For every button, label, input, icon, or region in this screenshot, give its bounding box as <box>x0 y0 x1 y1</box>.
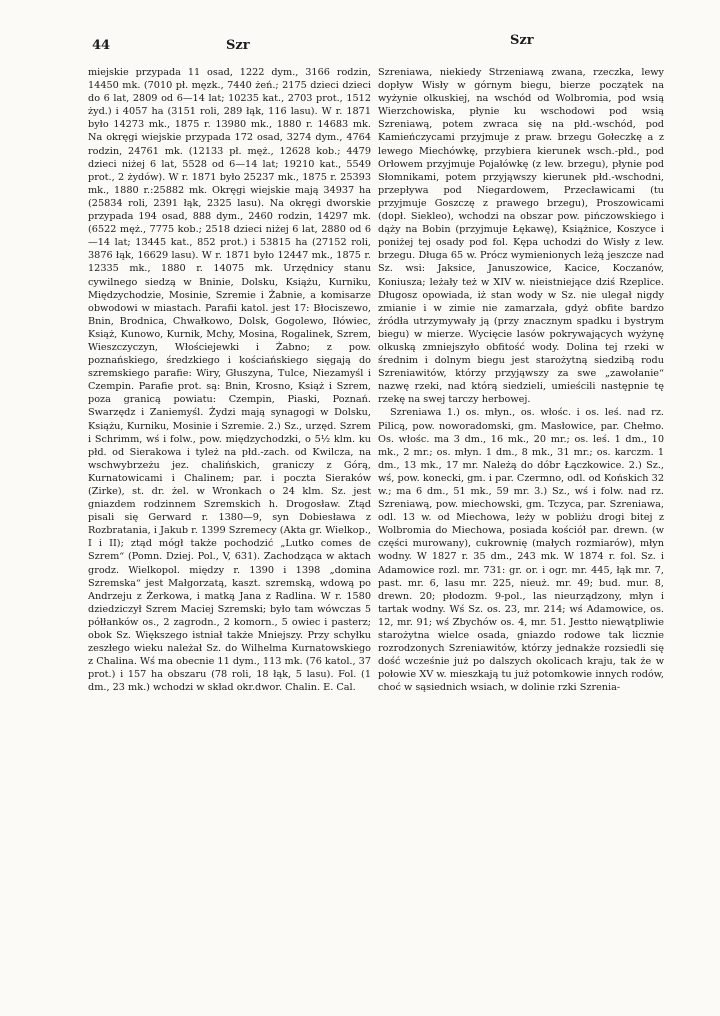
entry-paragraph: miejskie przypada 11 osad, 1222 dym., 3166 rodzin, 14450 mk. (7010 pł. męzk., 7440 żeń.; 2175 dzieci dzieci do 6 lat, 2809 od 6—14 lat; 10235 kat., 2703 prot., 1512 żyd.) i 4057 ha (3151 roli, 289 łąk, 116 lasu). W r. 1871 było 14273 mk., 1875 r. 13980 mk., 1880 r. 14683 mk. Na okręgi wiejskie przypada 172 osad, 3274 dym., 4764 rodzin, 24761 mk. (12133 pł. męż., 12628 kob.; 4479 dzieci niżej 6 lat, 5528 od 6—14 lat; 19210 kat., 5549 prot., 2 żydów). W r. 1871 było 25237 mk., 1875 r. 25393 mk., 1880 r.:25882 mk. Okręgi wiejskie mają 34937 ha (25834 roli, 2391 łąk, 2325 lasu). Na okręgi dworskie przypada 194 osad, 888 dym., 2460 rodzin, 14297 mk. (6522 męż., 7775 kob.; 2518 dzieci niżej 6 lat, 2880 od 6—14 lat; 13445 kat., 852 prot.) i 53815 ha (27152 roli, 3876 łąk, 16629 lasu). W r. 1871 było 12447 mk., 1875 r. 12335 mk., 1880 r. 14075 mk. Urzędnicy stanu cywilnego siedzą w Bninie, Dolsku, Książu, Kurniku, Międzychodzie, Mosinie, Szremie i Żabnie, a komisarze obwodowi w miastach. Parafii katol. jest 17: Błociszewo, Bnin, Brodnica, Chwałkowo, Dolsk, Gogolewo, Iłówiec, Książ, Kunowo, Kurnik, Mchy, Mosina, Rogalinek, Szrem, Wieszczyczyn, Włościejewki i Żabno; z pow. poznańskiego, średzkiego i kościańskiego sięgają do szremskiego parafie: Wiry, Głuszyna, Tulce, Niezamyśl i Czempin. Parafie prot. są: Bnin, Krosno, Książ i Szrem, poza granicą powiatu: Czempin, Piaski, Poznań. Swarzędz i Zaniemyśl. Żydzi mają synagogi w Dolsku, Książu, Kurniku, Mosinie i Szremie. 2.) Sz., urzęd. Szrem i Schrimm, wś i folw., pow. międzychodzki, o 5½ klm. ku płd. od Sierakowa i tyleż na płd.-zach. od Kwilcza, na wschwybrzeżu jez. chalińskich, graniczy z Górą, Kurnatowicami i Chalinem; par. i poczta Sieraków (Zirke), st. dr. żel. w Wronkach o 24 klm. Sz. jest gniazdem rodzinnem Szremskich h. Drogosław. Ztąd pisali się Gerward r. 1380—9, syn Dobiesława z Rozbratania, i Jakub r. 1399 Szremecy (Akta gr. Wielkop., I i II); ztąd mógł także pochodzić „Lutko comes de Szrem“ (Pomn. Dziej. Pol., V, 631). Zachodząca w aktach grodz. Wielkopol. między r. 1390 i 1398 „domina Szremska“ jest Małgorzatą, kaszt. szremską, wdową po Andrzeju z Żerkowa, i matką Jana z Radlina. W r. 1580 dziedziczył Szrem Maciej Szremski; było tam wówczas 5 półłanków os., 2 zagrodn., 2 komorn., 5 owiec i pasterz; obok Sz. Większego istniał także Mniejszy. Przy schyłku zeszłego wieku należał Sz. do Wilhelma Kurnatowskiego z Chalina. Wś ma obecnie 11 dym., 113 mk. (76 katol., 37 prot.) i 157 ha obszaru (78 roli, 18 łąk, 5 lasu). Fol. (1 dm., 23 mk.) wchodzi w skład okr.dwor. Chalin. E. Cal. <box>88 67 371 694</box>
left-column <box>88 66 371 986</box>
running-header-right: Szr <box>510 33 534 48</box>
entry-paragraph: Szreniawa 1.) os. młyn., os. włośc. i os. leś. nad rz. Pilicą, pow. noworadomski, gm. Masłowice, par. Chełmo. Os. włośc. ma 3 dm., 16 mk., 20 mr.; os. leś. 1 dm., 10 mk., 2 mr.; os. młyn. 1 dm., 8 mk., 31 mr.; os. karczm. 1 dm., 13 mk., 17 mr. Należą do dóbr Łączkowice. 2.) Sz., wś, pow. konecki, gm. i par. Czermno, odl. od Końskich 32 w.; ma 6 dm., 51 mk., 59 mr. 3.) Sz., wś i folw. nad rz. Szreniawą, pow. miechowski, gm. Tczyca, par. Szreniawa, odl. 13 w. od Miechowa, leży w pobliżu drogi bitej z Wolbromia do Miechowa, posiada kościół par. drewn. (w części murowany), cukrownię (małych rozmiarów), młyn wodny. W 1827 r. 35 dm., 243 mk. W 1874 r. fol. Sz. i Adamowice rozl. mr. 731: gr. or. i ogr. mr. 445, łąk mr. 7, past. mr. 6, lasu mr. 225, nieuż. mr. 49; bud. mur. 8, drewn. 20; płodozm. 9-pol., las nieurządzony, młyn i tartak wodny. Wś Sz. os. 23, mr. 214; wś Adamowice, os. 12, mr. 91; wś Zbychów os. 4, mr. 51. Jestto niewątpliwie starożytna wielce osada, gniazdo rodowe tak licznie rozrodzonych Szreniawitów, którzy jednakże rozsiedli się dość wcześnie już po dalszych okolicach kraju, tak że w połowie XV w. mieszkają tu już potomkowie innych rodów, choć w sąsiednich wsiach, w dolinie rzki Szrenia- <box>378 407 664 694</box>
page-number: 44 <box>92 38 111 53</box>
running-header-left: Szr <box>226 38 250 53</box>
right-column <box>378 66 664 986</box>
entry-paragraph: Szreniawa, niekiedy Strzeniawą zwana, rzeczka, lewy dopływ Wisły w górnym biegu, bierze początek na wyżynie olkuskiej, na wschód od Wolbromia, pod wsią Wierzchowiska, płynie ku wschodowi pod wsią Szreniawą, potem zwraca się na płd.-wschód, pod Kamieńczycami przyjmuje z praw. brzegu Gołeczkę a z lewego Miechówkę, przybiera kierunek wsch.-płd., pod Orłowem przyjmuje Pojałówkę (z lew. brzegu), płynie pod Słomnikami, potem przyjąwszy kierunek płd.-wschodni, przepływa pod Niegardowem, Przecławicami (tu przyjmuje Goszczę z prawego brzegu), Proszowicami (dopł. Siekleo), wchodzi na obszar pow. pińczowskiego i dąży na Bobin (przyjmuje Łękawę), Książnice, Koszyce i poniżej tej osady pod fol. Kępa uchodzi do Wisły z lew. brzegu. Długa 65 w. Prócz wymienionych leżą jeszcze nad Sz. wsi: Jaksice, Januszowice, Kacice, Koczanów, Koniusza; leżały też w XIV w. nieistniejące dziś Rzeplice. Długosz opowiada, iż stan wody w Sz. nie ulegał nigdy zmianie i w zimie nie zamarzała, gdyż obfite bardzo źródła utrzymywały ją (przy znacznym spadku i bystrym biegu) w mierze. Wycięcie lasów pokrywających wyżynę olkuską zmniejszyło obfitość wody. Dolina tej rzeki w średnim i dolnym biegu jest starożytną siedzibą rodu Szreniawitów, którzy przyjąwszy za swe „zawołanie“ nazwę rzeki, nad którą siedzieli, umieścili następnie tę rzekę na swej tarczy herbowej. <box>378 67 664 406</box>
